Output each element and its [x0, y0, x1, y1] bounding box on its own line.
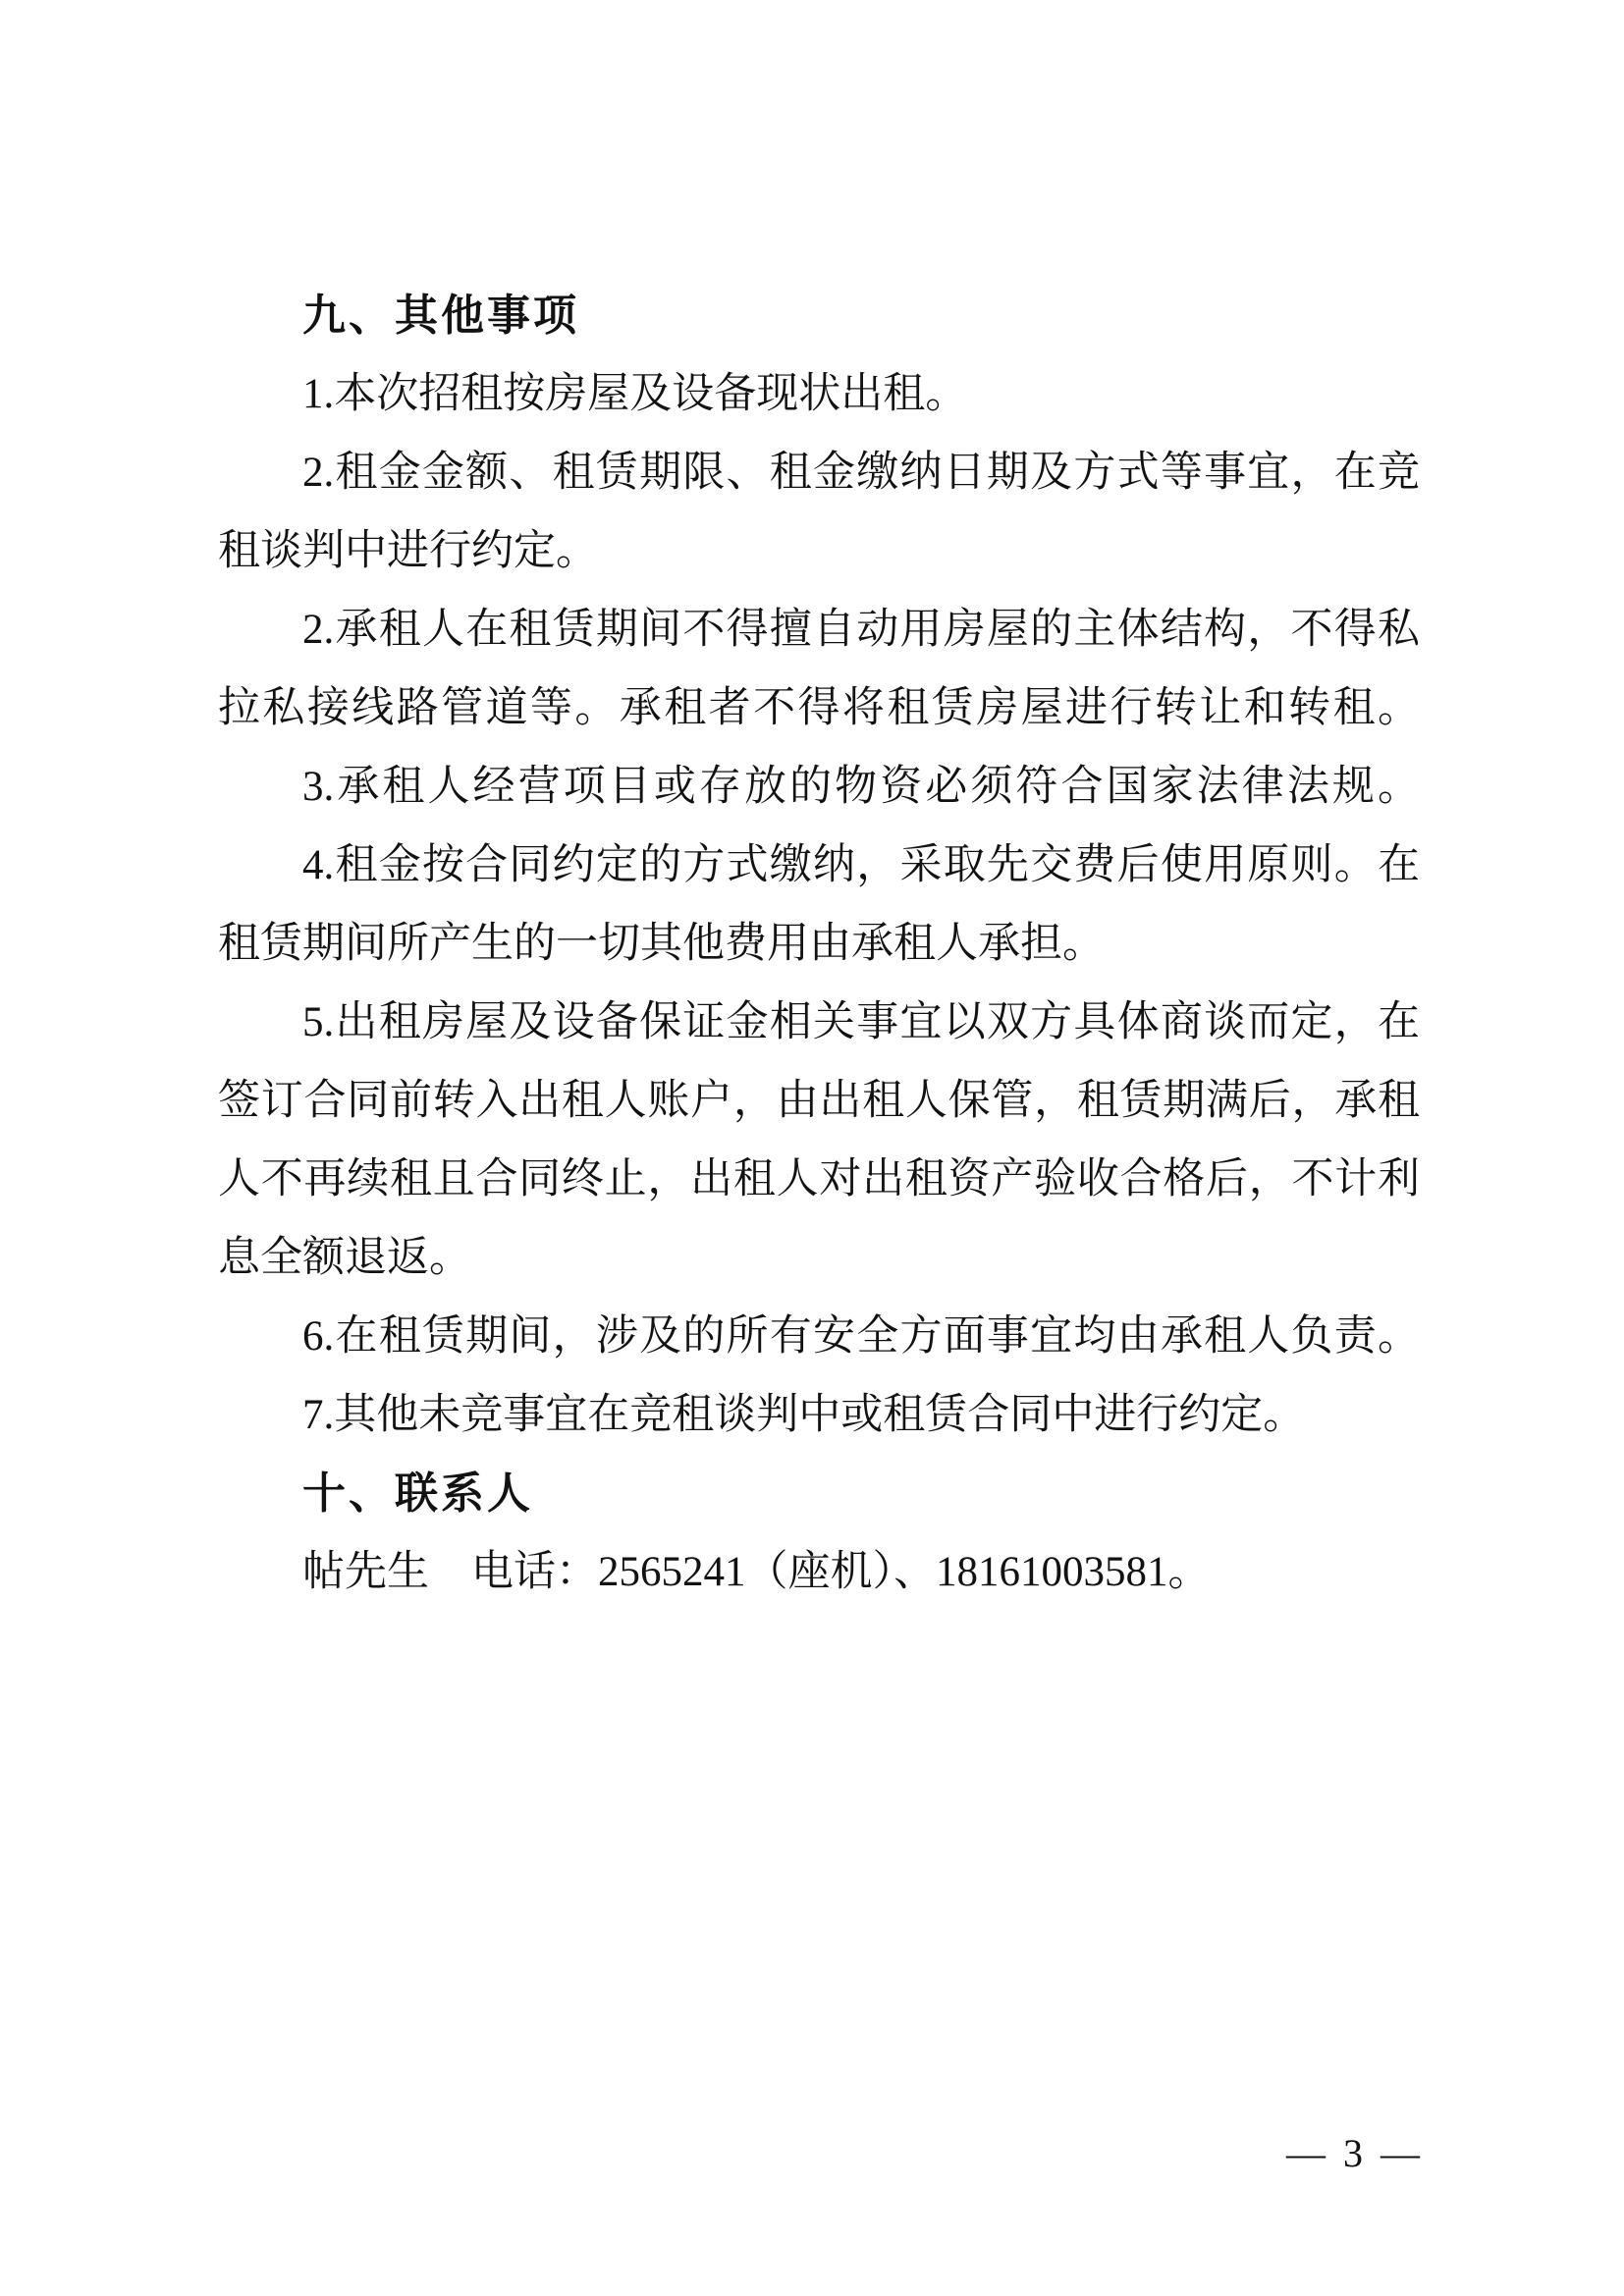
page-number: — 3 — [1286, 2131, 1424, 2175]
document-body [218, 277, 1420, 1612]
list-item-5-line2: 签订合同前转入出租人账户，由出租人保管，租赁期满后，承租 [218, 1078, 1420, 1124]
contact-info: 帖先生 电话：2565241（座机）、18161003581。 [302, 1549, 1211, 1595]
list-item-2a-line2: 租谈判中进行约定。 [218, 528, 598, 574]
list-item-6: 6.在租赁期间，涉及的所有安全方面事宜均由承租人负责。 [302, 1313, 1420, 1360]
list-item-4-line1: 4.租金按合同约定的方式缴纳，采取先交费后使用原则。在 [302, 842, 1420, 888]
list-item-5-line3: 人不再续租且合同终止，出租人对出租资产验收合格后，不计利 [218, 1156, 1420, 1202]
list-item-1: 1.本次招租按房屋及设备现状出租。 [302, 371, 968, 417]
list-item-2a-line1: 2.租金金额、租赁期限、租金缴纳日期及方式等事宜，在竞 [302, 450, 1420, 496]
list-item-7: 7.其他未竞事宜在竞租谈判中或租赁合同中进行约定。 [302, 1392, 1306, 1438]
section-heading-contact: 十、联系人 [302, 1469, 533, 1518]
list-item-2b-line2: 拉私接线路管道等。承租者不得将租赁房屋进行转让和转租。 [218, 685, 1420, 731]
section-heading-other-matters: 九、其他事项 [302, 292, 579, 340]
list-item-3: 3.承租人经营项目或存放的物资必须符合国家法律法规。 [302, 764, 1420, 810]
list-item-4-line2: 租赁期间所产生的一切其他费用由承租人承担。 [218, 921, 1105, 967]
list-item-5-line4: 息全额退返。 [218, 1235, 471, 1281]
list-item-2b-line1: 2.承租人在租赁期间不得擅自动用房屋的主体结构，不得私 [302, 607, 1420, 653]
list-item-5-line1: 5.出租房屋及设备保证金相关事宜以双方具体商谈而定，在 [302, 999, 1420, 1045]
